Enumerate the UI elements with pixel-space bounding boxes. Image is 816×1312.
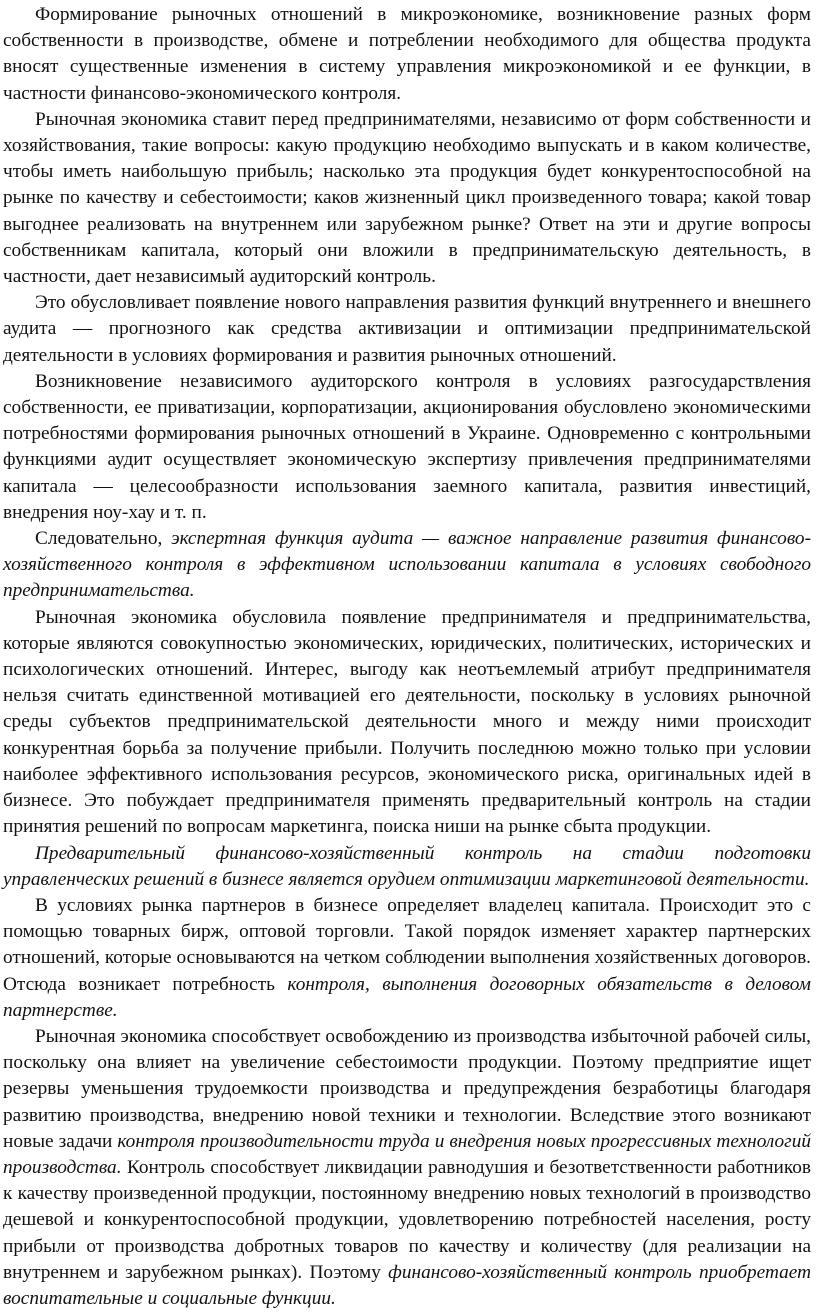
text-segment: Рыночная экономика обусловила появление предпринимателя и предпринимательства, которые являются совокупностью экономических, юридических, политических, исторических и психологических отношений. Интерес, выгоду как неотъемлемый атрибут предпринимателя нельзя считать единственной мотивацией его деятельности, поскольку в условиях рыночной среды субъектов предпринимательской деятельности много и между ними происходит конкурентная борьба за получение прибыли. Получить последнюю можно только при условии наиболее эффективного использования ресурсов, экономического риска, оригинальных идей в бизнесе. Это побуждает предпринимателя применять предварительный контроль на стадии принятия решений по вопросам маркетинга, поиска ниши на рынке сбыта продукции. <box>3 606 811 838</box>
italic-text-segment: контроля производительности труда и внедрения новых прогрессивных технологий производства. <box>3 1130 811 1178</box>
text-segment: Рыночная экономика способствует освобождению из производства избыточной рабочей силы, поскольку она влияет на увеличение себестоимости продукции. Поэтому предприятие ищет резервы уменьшения трудоемкости производства и предупреждения безработицы благодаря развитию производства, внедрению новой техники и технологии. Вследствие этого возникают новые задачи <box>3 1025 811 1152</box>
text-segment: Формирование рыночных отношений в микроэкономике, возникновение разных форм собственности в производстве, обмене и потреблении необходимого для общества продукта вносят существенные изменения в систему управления микроэкономикой и ее функции, в частности финансово-экономического контроля. <box>3 4 811 104</box>
text-segment: В условиях рынка партнеров в бизнесе определяет владелец капитала. Происходит это с помощью товарных бирж, оптовой торговли. Такой порядок изменяет характер партнерских отношений, которые основываются на четком соблюдении выполнения хозяйственных договоров. Отсюда возникает потребность <box>3 894 811 995</box>
text-segment: Возникновение независимого аудиторского контроля в условиях разгосударствления собственности, ее приватизации, корпоратизации, акционирования обусловлено экономическими потребностями формирования рыночных отношений в Украине. Одновременно с контрольными функциями аудит осуществляет экономическую экспертизу привлечения предпринимателями капитала — целесообразности использования заемного капитала, развития инвестиций, внедрения ноу-хау и т. п. <box>3 370 811 523</box>
text-segment: Следовательно, <box>35 528 172 550</box>
paragraph-business-partners <box>3 893 811 1024</box>
italic-text-segment: контроля, выполнения договорных обязательств в деловом партнерстве. <box>3 973 811 1021</box>
italic-text-segment: экспертная функция аудита — важное направление развития финансово-хозяйственного контроля в эффективном использовании капитала в условиях свободного предпринимательства. <box>3 528 811 602</box>
text-segment: Это обусловливает появление нового направления развития функций внутреннего и внешнего аудита — прогнозного как средства активизации и оптимизации предпринимательской деятельности в условиях формирования и развития рыночных отношений. <box>3 292 811 366</box>
paragraph-forecast-audit <box>3 290 811 369</box>
paragraph-preliminary-control <box>3 841 811 893</box>
italic-text-segment: финансово-хозяйственный контроль приобретает воспитательные и социальные функции. <box>3 1261 811 1309</box>
paragraph-expert-function <box>3 526 811 605</box>
italic-text-segment: Предварительный финансово-хозяйственный контроль на стадии подготовки управленческих решений в бизнесе является орудием оптимизации маркетинговой деятельности. <box>3 842 811 890</box>
paragraph-market-relations <box>3 2 811 107</box>
paragraph-entrepreneurship <box>3 605 811 841</box>
paragraph-independent-audit <box>3 369 811 526</box>
paragraph-entrepreneur-questions <box>3 107 811 290</box>
text-segment: Контроль способствует ликвидации равнодушия и безответственности работников к качеству произведенной продукции, постоянному внедрению новых технологий в производство дешевой и конкурентоспособной продукции, удовлетворению потребностей населения, росту прибыли от производства добротных товаров по качеству и количеству (для реализации на внутреннем и зарубежном рынках). Поэтому <box>3 1156 811 1283</box>
paragraph-labor-productivity <box>3 1024 811 1312</box>
text-segment: Рыночная экономика ставит перед предпринимателями, независимо от форм собственности и хозяйствования, такие вопросы: какую продукцию необходимо выпускать и в каком количестве, чтобы иметь наибольшую прибыль; насколько эта продукция будет конкурентоспособной на рынке по качеству и себестоимости; каков жизненный цикл произведенного товара; какой товар выгоднее реализовать на внутреннем или зарубежном рынке? Ответ на эти и другие вопросы собственникам капитала, который они вложили в предпринимательскую деятельность, в частности, дает независимый аудиторский контроль. <box>3 108 811 288</box>
